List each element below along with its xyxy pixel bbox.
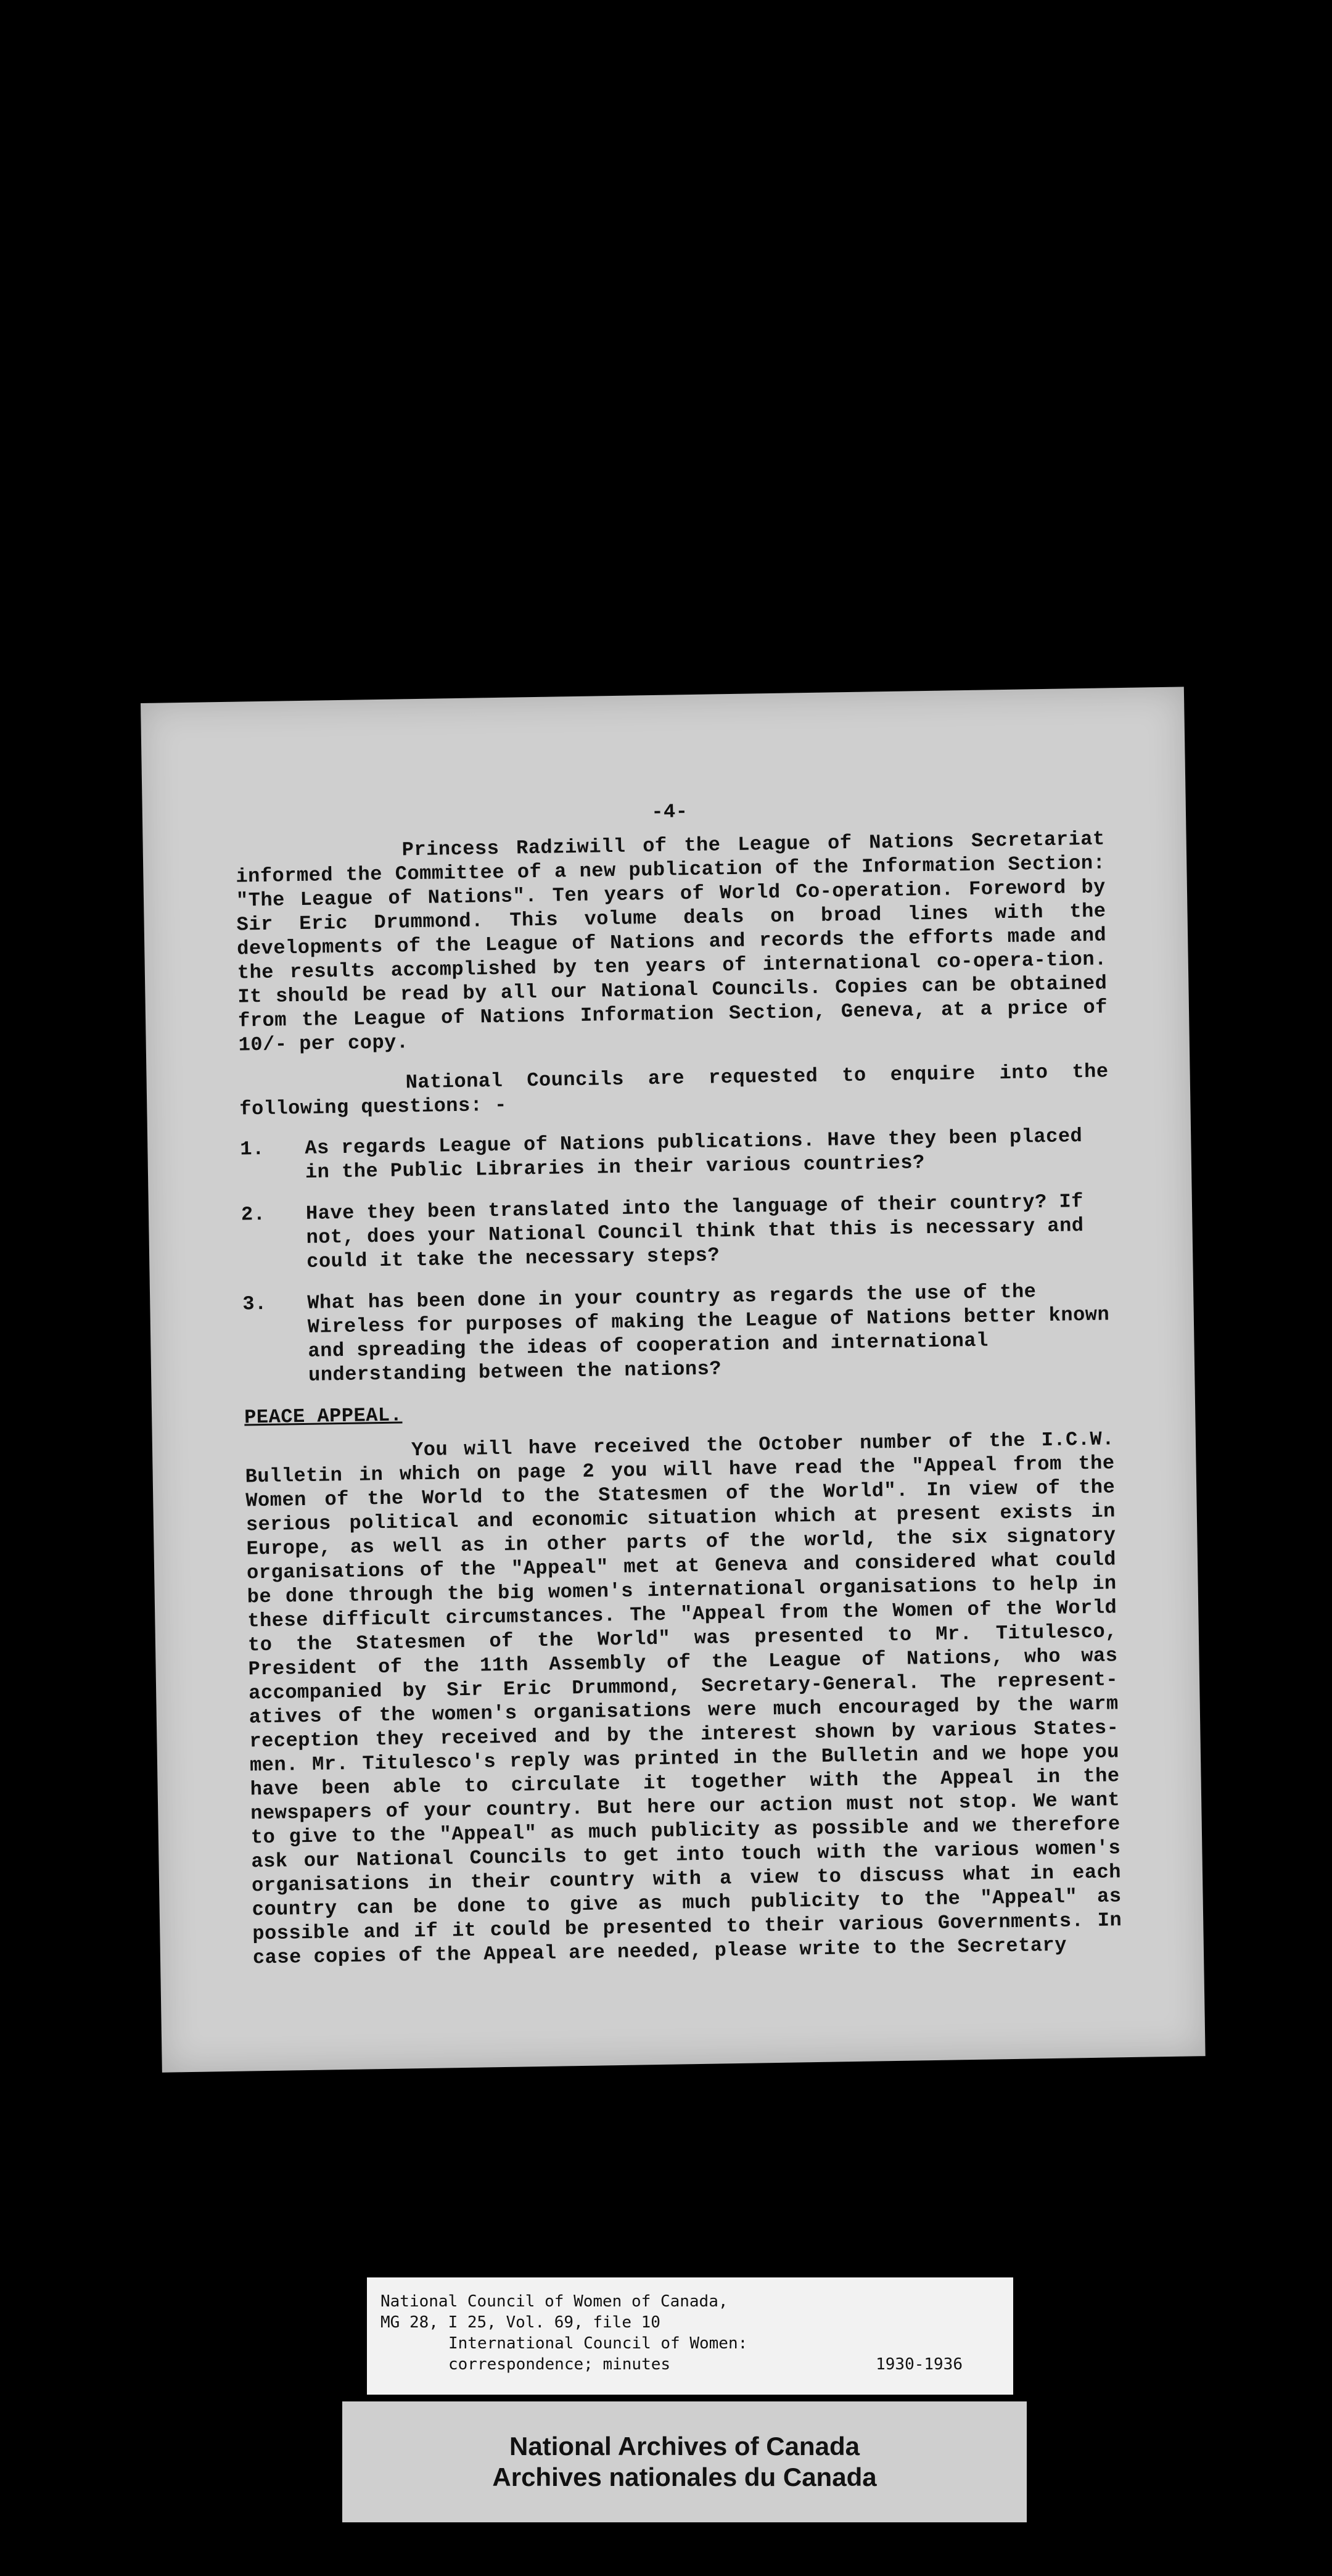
question-number: 2.: [240, 1202, 266, 1226]
label-description-row: [380, 2354, 1000, 2375]
question-number: 1.: [240, 1137, 265, 1161]
question-text: Have they been translated into the language of their country? If not, does your National Council think that this is necessary and could it take the necessary steps?: [305, 1190, 1084, 1273]
archive-stamp: [342, 2401, 1027, 2522]
archive-name-french: Archives nationales du Canada: [492, 2462, 877, 2491]
label-date-range: 1930-1936: [876, 2355, 963, 2374]
label-file-reference: MG 28, I 25, Vol. 69, file 10: [380, 2313, 660, 2332]
paragraph-peace-appeal: You will have received the October number of the I.C.W. Bulletin in which on page 2 you will have read the "Appeal from the Women of the World to the Statesmen of the World". In view of the serious political and economic situation which at present exists in Europe, as well as in other parts of the world, the six signatory organisations of the "Appeal" met at Geneva and considered what could be done through the big women's international organisations to help in these difficult circumstances. The "Appeal from the Women of the World to the Statesmen of the World" was presented to Mr. Titulesco, President of the 11th Assembly of the League of Nations, who was accompanied by Sir Eric Drummond, Secretary-General. The represent-atives of the women's organisations were much encouraged by the warm reception they received and by the interest shown by various States-men. Mr. Titulesco's reply was printed in the Bulletin and we hope you have been able to circulate it together with the Appeal in the newspapers of your country. But here our action must not stop. We want to give to the "Appeal" as much publicity as possible and we therefore ask our National Councils to get into touch with the various women's organisations in their country with a view to discuss what in each country can be done to give as much publicity to the "Appeal" as possible and if it could be presented to their various Governments. In case copies of the Appeal are needed, please write to the Secretary: [245, 1427, 1122, 1970]
section-heading-peace-appeal: PEACE APPEAL.: [244, 1403, 403, 1429]
list-item: [240, 1123, 1110, 1185]
question-number: 3.: [242, 1292, 268, 1316]
question-text: As regards League of Nations publications. Have they been placed in the Public Libraries in their various countries?: [305, 1125, 1083, 1184]
paragraph-questions-intro: National Councils are requested to enquire into the following questions: -: [239, 1060, 1109, 1121]
label-organization: National Council of Women of Canada,: [380, 2292, 728, 2311]
questions-list: [240, 1123, 1113, 1388]
question-text: What has been done in your country as regards the use of the Wireless for purposes of making the League of Nations better known and spreading the ideas of cooperation and international understanding between the nations?: [307, 1280, 1110, 1387]
archive-name-english: National Archives of Canada: [509, 2432, 860, 2461]
archive-reference-label: [367, 2277, 1013, 2395]
list-item: [241, 1189, 1112, 1274]
label-series: International Council of Women:: [448, 2334, 748, 2353]
page-number: -4-: [651, 800, 688, 824]
list-item: [242, 1278, 1113, 1388]
document-page: [141, 687, 1206, 2072]
paragraph-publication: Princess Radziwill of the League of Nations Secretariat informed the Committee of a new publication of the Information Section: "The League of Nations". Ten years of World Co-operation. Foreword by Sir Eric Drummond. This volume deals on broad lines with the developments of the League of Nations and records the efforts made and the results accomplished by ten years of international co-opera-tion. It should be read by all our National Councils. Copies can be obtained from the League of Nations Information Section, Geneva, at a price of 10/- per copy.: [236, 827, 1108, 1057]
document-body: [235, 793, 1123, 1986]
label-description: correspondence; minutes: [448, 2355, 671, 2374]
